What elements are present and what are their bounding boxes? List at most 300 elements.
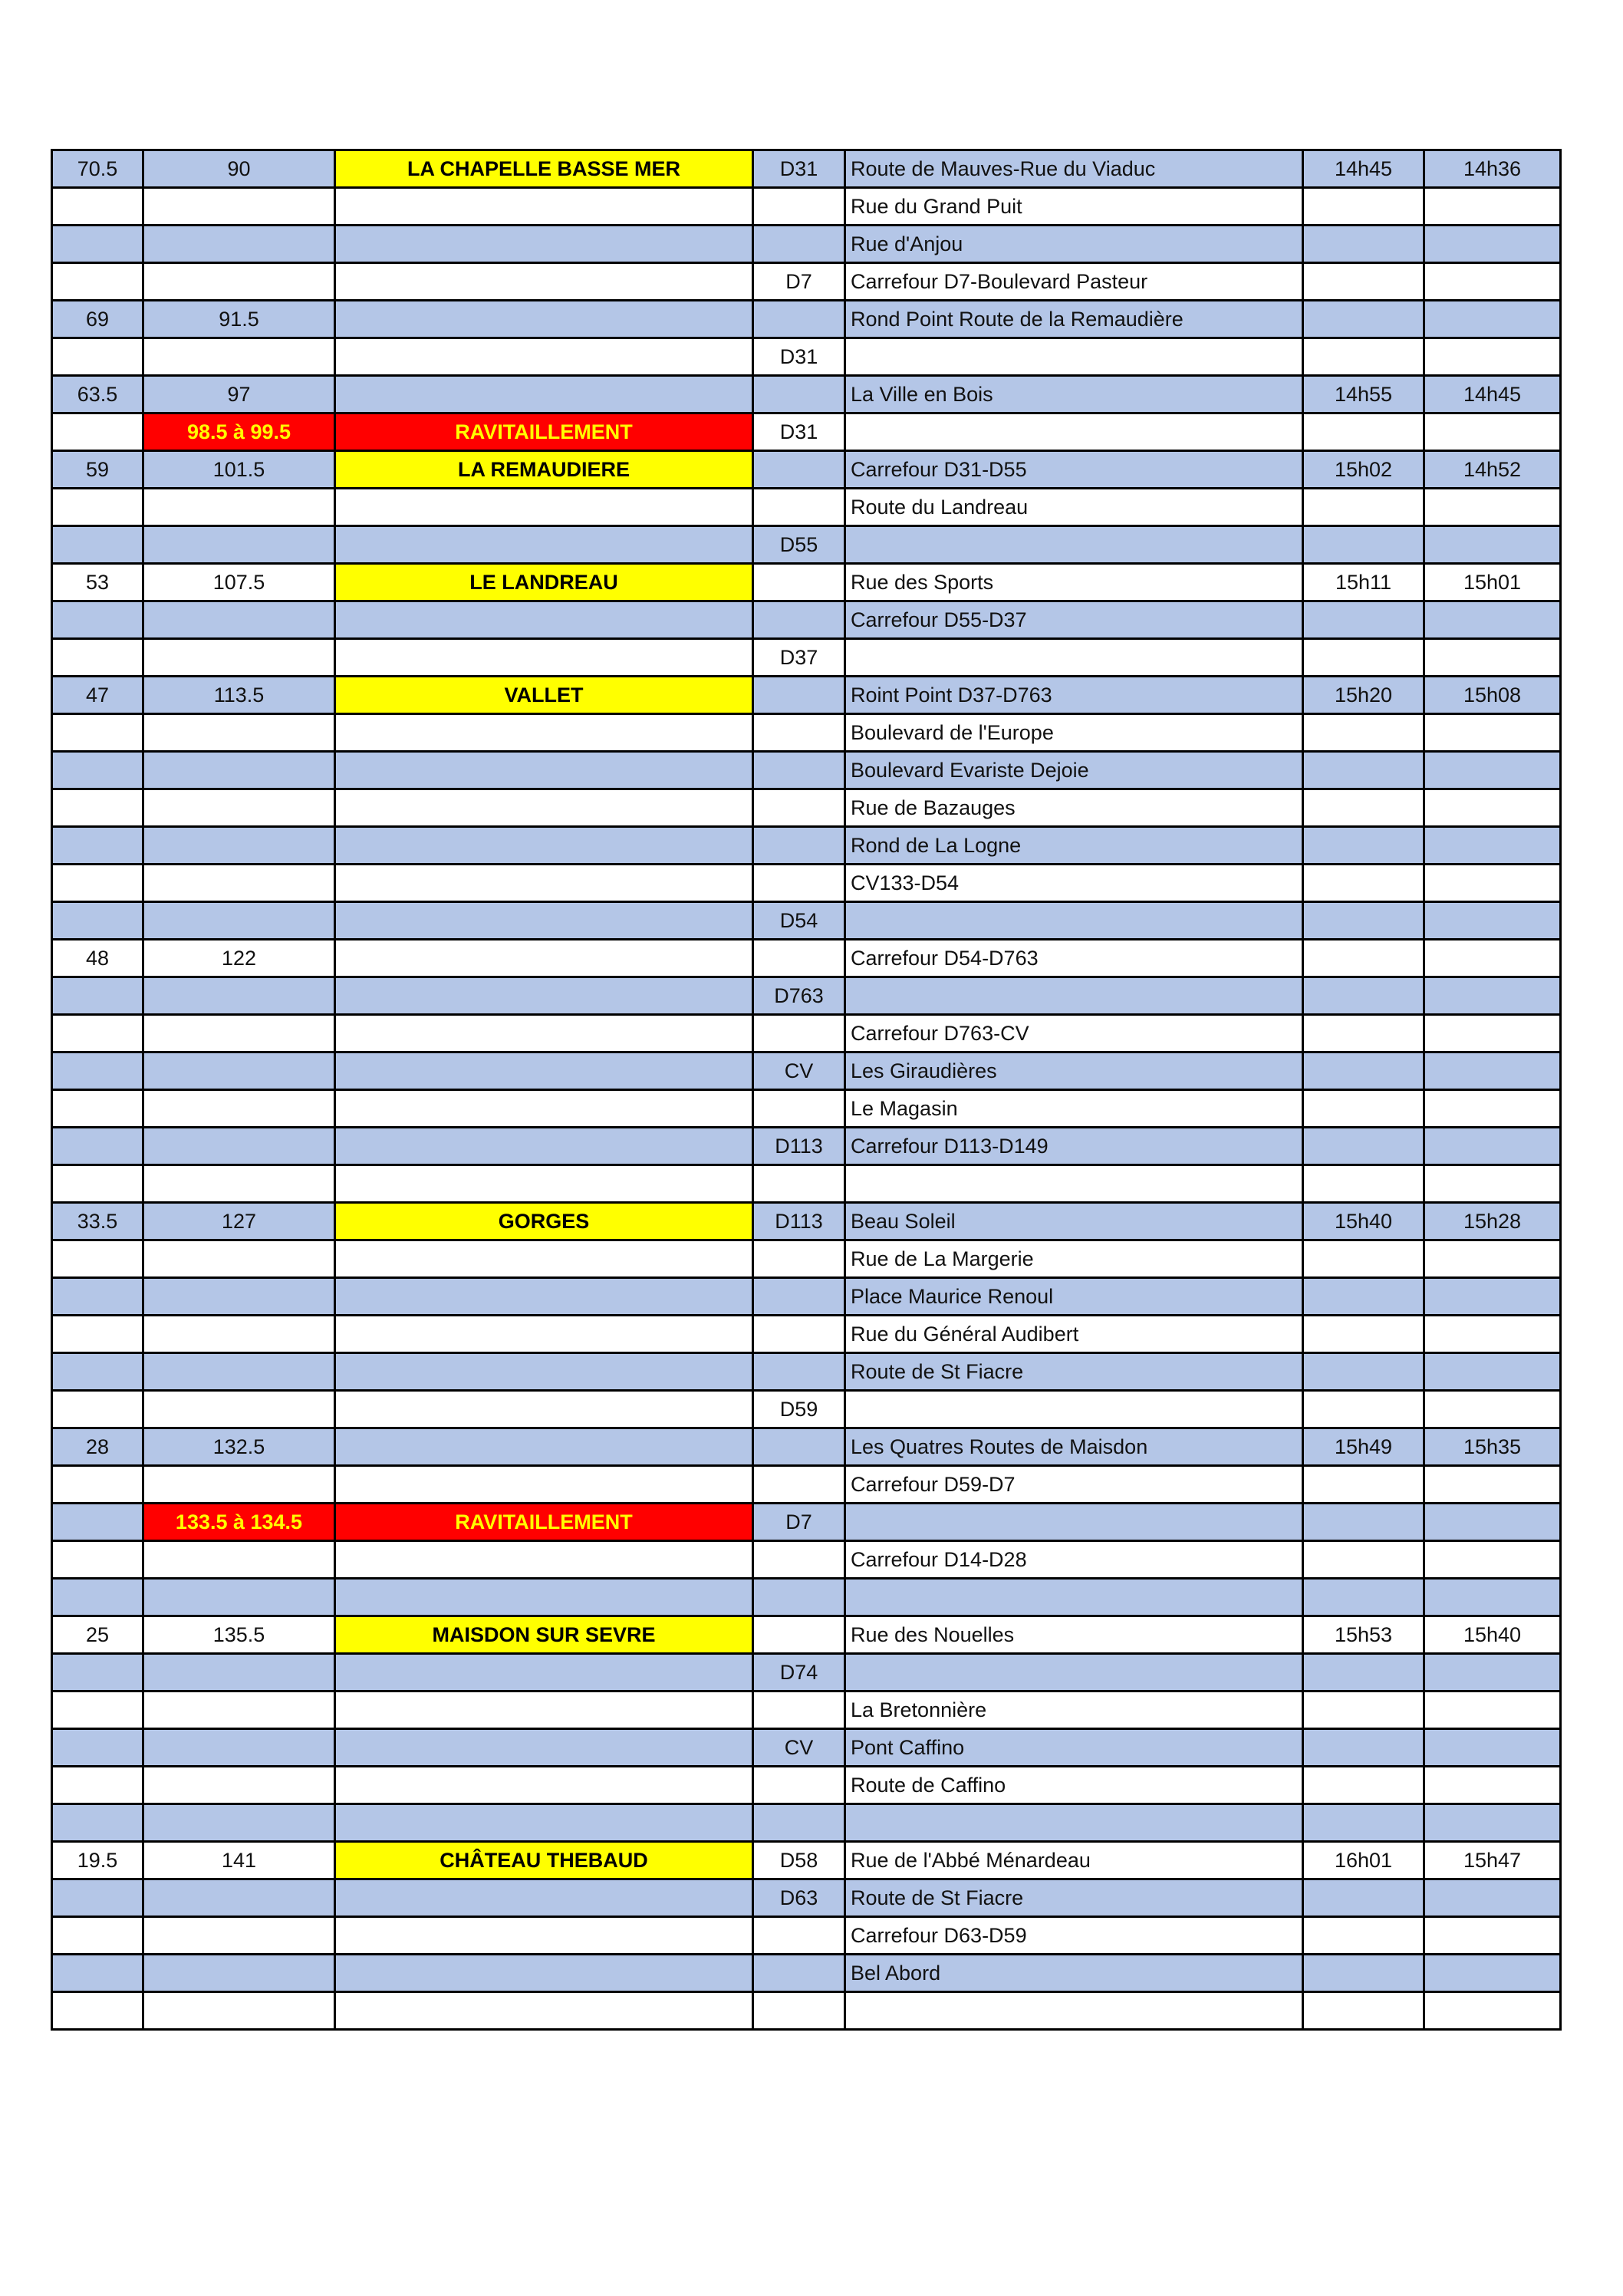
km-remaining-cell: 59 — [52, 451, 143, 489]
table-row — [52, 1616, 1561, 1654]
km-done-cell — [143, 1278, 335, 1316]
table-row — [52, 1428, 1561, 1466]
place-cell: LA REMAUDIERE — [335, 451, 753, 489]
table-row — [52, 977, 1561, 1015]
street-cell: Rue de La Margerie — [845, 1240, 1303, 1278]
road-cell — [753, 1278, 845, 1316]
place-cell: VALLET — [335, 677, 753, 714]
time-slow-cell — [1424, 865, 1561, 902]
street-cell — [845, 1992, 1303, 2030]
place-cell: LA CHAPELLE BASSE MER — [335, 150, 753, 188]
time-slow-cell — [1424, 1541, 1561, 1579]
place-cell — [335, 188, 753, 226]
km-done-cell: 98.5 à 99.5 — [143, 413, 335, 451]
place-cell — [335, 1692, 753, 1729]
time-slow-cell — [1424, 827, 1561, 865]
km-done-cell — [143, 1804, 335, 1842]
place-cell: LE LANDREAU — [335, 564, 753, 601]
km-remaining-cell: 25 — [52, 1616, 143, 1654]
table-row — [52, 902, 1561, 940]
time-slow-cell — [1424, 1654, 1561, 1692]
km-done-cell: 113.5 — [143, 677, 335, 714]
km-remaining-cell — [52, 1654, 143, 1692]
place-cell — [335, 1729, 753, 1767]
road-cell: CV — [753, 1052, 845, 1090]
table-row — [52, 827, 1561, 865]
time-slow-cell — [1424, 301, 1561, 338]
time-slow-cell: 15h47 — [1424, 1842, 1561, 1879]
time-slow-cell — [1424, 1278, 1561, 1316]
time-fast-cell — [1303, 1466, 1424, 1504]
km-remaining-cell — [52, 865, 143, 902]
table-row — [52, 1128, 1561, 1165]
km-done-cell — [143, 789, 335, 827]
km-done-cell — [143, 263, 335, 301]
table-row — [52, 601, 1561, 639]
street-cell: Carrefour D55-D37 — [845, 601, 1303, 639]
place-cell — [335, 1654, 753, 1692]
road-cell — [753, 1240, 845, 1278]
street-cell: Route du Landreau — [845, 489, 1303, 526]
time-slow-cell — [1424, 1917, 1561, 1955]
street-cell: Carrefour D113-D149 — [845, 1128, 1303, 1165]
street-cell: Rond Point Route de la Remaudière — [845, 301, 1303, 338]
km-done-cell: 97 — [143, 376, 335, 413]
table-row — [52, 1391, 1561, 1428]
place-cell — [335, 1955, 753, 1992]
street-cell: Boulevard Evariste Dejoie — [845, 752, 1303, 789]
time-slow-cell — [1424, 1955, 1561, 1992]
time-fast-cell — [1303, 1165, 1424, 1203]
place-cell — [335, 226, 753, 263]
km-done-cell — [143, 1767, 335, 1804]
km-remaining-cell — [52, 226, 143, 263]
place-cell — [335, 1466, 753, 1504]
time-fast-cell — [1303, 338, 1424, 376]
time-fast-cell: 14h55 — [1303, 376, 1424, 413]
time-fast-cell — [1303, 1654, 1424, 1692]
time-slow-cell — [1424, 413, 1561, 451]
time-fast-cell — [1303, 1353, 1424, 1391]
place-cell — [335, 1428, 753, 1466]
place-cell: CHÂTEAU THEBAUD — [335, 1842, 753, 1879]
table-row — [52, 1015, 1561, 1052]
time-fast-cell — [1303, 489, 1424, 526]
street-cell: Carrefour D31-D55 — [845, 451, 1303, 489]
street-cell — [845, 338, 1303, 376]
table-row — [52, 1579, 1561, 1616]
place-cell: RAVITAILLEMENT — [335, 1504, 753, 1541]
km-done-cell: 132.5 — [143, 1428, 335, 1466]
km-remaining-cell — [52, 1955, 143, 1992]
place-cell — [335, 1240, 753, 1278]
km-remaining-cell: 70.5 — [52, 150, 143, 188]
km-remaining-cell — [52, 1541, 143, 1579]
road-cell: D763 — [753, 977, 845, 1015]
km-done-cell: 135.5 — [143, 1616, 335, 1654]
km-done-cell — [143, 601, 335, 639]
table-row — [52, 1955, 1561, 1992]
time-slow-cell — [1424, 1692, 1561, 1729]
road-cell — [753, 827, 845, 865]
street-cell: Boulevard de l'Europe — [845, 714, 1303, 752]
km-remaining-cell — [52, 1316, 143, 1353]
road-cell — [753, 1428, 845, 1466]
table-row — [52, 1692, 1561, 1729]
road-cell: D74 — [753, 1654, 845, 1692]
time-fast-cell — [1303, 902, 1424, 940]
time-slow-cell — [1424, 1240, 1561, 1278]
road-cell — [753, 188, 845, 226]
km-done-cell: 133.5 à 134.5 — [143, 1504, 335, 1541]
time-slow-cell: 15h08 — [1424, 677, 1561, 714]
km-done-cell — [143, 1466, 335, 1504]
km-remaining-cell — [52, 1015, 143, 1052]
place-cell — [335, 977, 753, 1015]
km-remaining-cell: 28 — [52, 1428, 143, 1466]
road-cell: D31 — [753, 150, 845, 188]
table-row — [52, 752, 1561, 789]
road-cell — [753, 1767, 845, 1804]
km-remaining-cell — [52, 1391, 143, 1428]
time-fast-cell: 15h53 — [1303, 1616, 1424, 1654]
time-fast-cell — [1303, 263, 1424, 301]
km-done-cell — [143, 1015, 335, 1052]
km-remaining-cell — [52, 1052, 143, 1090]
time-slow-cell: 15h35 — [1424, 1428, 1561, 1466]
place-cell — [335, 1052, 753, 1090]
km-done-cell — [143, 977, 335, 1015]
km-remaining-cell — [52, 1353, 143, 1391]
place-cell — [335, 902, 753, 940]
km-remaining-cell — [52, 1879, 143, 1917]
street-cell: La Ville en Bois — [845, 376, 1303, 413]
table-row — [52, 1917, 1561, 1955]
place-cell — [335, 1278, 753, 1316]
place-cell — [335, 376, 753, 413]
street-cell — [845, 902, 1303, 940]
street-cell: Carrefour D54-D763 — [845, 940, 1303, 977]
km-remaining-cell: 47 — [52, 677, 143, 714]
street-cell: Pont Caffino — [845, 1729, 1303, 1767]
table-row — [52, 1316, 1561, 1353]
table-row — [52, 413, 1561, 451]
km-done-cell — [143, 1729, 335, 1767]
time-fast-cell — [1303, 1015, 1424, 1052]
time-fast-cell — [1303, 1992, 1424, 2030]
street-cell: Rue des Sports — [845, 564, 1303, 601]
time-fast-cell — [1303, 301, 1424, 338]
road-cell — [753, 1616, 845, 1654]
road-cell — [753, 601, 845, 639]
time-fast-cell — [1303, 977, 1424, 1015]
time-fast-cell — [1303, 1729, 1424, 1767]
table-row — [52, 865, 1561, 902]
time-slow-cell: 14h52 — [1424, 451, 1561, 489]
road-cell: D31 — [753, 413, 845, 451]
street-cell: Rue de l'Abbé Ménardeau — [845, 1842, 1303, 1879]
time-slow-cell — [1424, 489, 1561, 526]
km-remaining-cell: 33.5 — [52, 1203, 143, 1240]
place-cell — [335, 1165, 753, 1203]
table-row — [52, 1353, 1561, 1391]
time-slow-cell — [1424, 1879, 1561, 1917]
time-fast-cell: 15h11 — [1303, 564, 1424, 601]
km-done-cell — [143, 1240, 335, 1278]
street-cell — [845, 1391, 1303, 1428]
km-remaining-cell — [52, 1804, 143, 1842]
km-done-cell — [143, 1692, 335, 1729]
table-row — [52, 1729, 1561, 1767]
street-cell: Route de Caffino — [845, 1767, 1303, 1804]
km-remaining-cell — [52, 639, 143, 677]
km-remaining-cell — [52, 413, 143, 451]
km-done-cell — [143, 226, 335, 263]
road-cell — [753, 1353, 845, 1391]
table-row — [52, 1504, 1561, 1541]
time-slow-cell — [1424, 639, 1561, 677]
km-remaining-cell — [52, 1504, 143, 1541]
time-slow-cell — [1424, 188, 1561, 226]
table-row — [52, 338, 1561, 376]
km-remaining-cell — [52, 1692, 143, 1729]
road-cell: D63 — [753, 1879, 845, 1917]
road-cell — [753, 865, 845, 902]
time-slow-cell — [1424, 1316, 1561, 1353]
time-fast-cell — [1303, 1541, 1424, 1579]
place-cell — [335, 940, 753, 977]
road-cell — [753, 789, 845, 827]
time-fast-cell — [1303, 601, 1424, 639]
street-cell: Rue du Général Audibert — [845, 1316, 1303, 1353]
km-remaining-cell: 19.5 — [52, 1842, 143, 1879]
km-remaining-cell — [52, 1466, 143, 1504]
road-cell — [753, 1165, 845, 1203]
time-slow-cell — [1424, 1729, 1561, 1767]
road-cell — [753, 376, 845, 413]
table-body — [52, 150, 1561, 2030]
time-fast-cell — [1303, 1917, 1424, 1955]
road-cell: D59 — [753, 1391, 845, 1428]
km-remaining-cell — [52, 1128, 143, 1165]
time-fast-cell — [1303, 827, 1424, 865]
km-remaining-cell — [52, 1090, 143, 1128]
time-slow-cell — [1424, 977, 1561, 1015]
table-row — [52, 1804, 1561, 1842]
table-row — [52, 1240, 1561, 1278]
table-row — [52, 376, 1561, 413]
road-cell — [753, 1804, 845, 1842]
road-cell — [753, 1955, 845, 1992]
km-remaining-cell — [52, 1917, 143, 1955]
km-done-cell — [143, 489, 335, 526]
street-cell — [845, 639, 1303, 677]
time-slow-cell — [1424, 714, 1561, 752]
table-row — [52, 1052, 1561, 1090]
km-remaining-cell: 48 — [52, 940, 143, 977]
km-done-cell — [143, 1917, 335, 1955]
time-fast-cell — [1303, 1504, 1424, 1541]
time-fast-cell — [1303, 1090, 1424, 1128]
place-cell — [335, 865, 753, 902]
time-fast-cell: 16h01 — [1303, 1842, 1424, 1879]
time-slow-cell — [1424, 1992, 1561, 2030]
place-cell — [335, 1579, 753, 1616]
time-slow-cell — [1424, 601, 1561, 639]
km-done-cell — [143, 338, 335, 376]
time-slow-cell — [1424, 1391, 1561, 1428]
road-cell: D113 — [753, 1128, 845, 1165]
time-fast-cell — [1303, 226, 1424, 263]
km-done-cell — [143, 1879, 335, 1917]
time-fast-cell — [1303, 714, 1424, 752]
time-slow-cell: 14h45 — [1424, 376, 1561, 413]
street-cell: Roint Point D37-D763 — [845, 677, 1303, 714]
km-done-cell — [143, 188, 335, 226]
time-fast-cell — [1303, 1955, 1424, 1992]
km-remaining-cell — [52, 714, 143, 752]
street-cell — [845, 413, 1303, 451]
table-row — [52, 1278, 1561, 1316]
place-cell — [335, 1316, 753, 1353]
time-fast-cell — [1303, 526, 1424, 564]
time-slow-cell — [1424, 1128, 1561, 1165]
km-remaining-cell — [52, 263, 143, 301]
road-cell: D58 — [753, 1842, 845, 1879]
road-cell — [753, 1466, 845, 1504]
table-row — [52, 451, 1561, 489]
road-cell — [753, 940, 845, 977]
place-cell — [335, 1353, 753, 1391]
km-remaining-cell — [52, 827, 143, 865]
table-row — [52, 526, 1561, 564]
km-done-cell — [143, 639, 335, 677]
street-cell: Bel Abord — [845, 1955, 1303, 1992]
place-cell — [335, 1917, 753, 1955]
street-cell: CV133-D54 — [845, 865, 1303, 902]
place-cell — [335, 301, 753, 338]
time-fast-cell — [1303, 1767, 1424, 1804]
km-done-cell: 90 — [143, 150, 335, 188]
table-row — [52, 1842, 1561, 1879]
table-row — [52, 1654, 1561, 1692]
time-slow-cell — [1424, 263, 1561, 301]
km-done-cell — [143, 1090, 335, 1128]
time-slow-cell — [1424, 1090, 1561, 1128]
place-cell: GORGES — [335, 1203, 753, 1240]
place-cell — [335, 1015, 753, 1052]
km-done-cell — [143, 1052, 335, 1090]
time-fast-cell — [1303, 1804, 1424, 1842]
time-slow-cell — [1424, 1579, 1561, 1616]
km-remaining-cell — [52, 1240, 143, 1278]
place-cell — [335, 639, 753, 677]
place-cell — [335, 1541, 753, 1579]
place-cell — [335, 338, 753, 376]
time-fast-cell — [1303, 1128, 1424, 1165]
street-cell — [845, 1579, 1303, 1616]
time-slow-cell: 15h40 — [1424, 1616, 1561, 1654]
street-cell: Les Giraudières — [845, 1052, 1303, 1090]
road-cell — [753, 1692, 845, 1729]
time-fast-cell: 15h40 — [1303, 1203, 1424, 1240]
time-slow-cell — [1424, 1767, 1561, 1804]
road-cell — [753, 1090, 845, 1128]
time-slow-cell: 15h28 — [1424, 1203, 1561, 1240]
road-cell — [753, 301, 845, 338]
km-remaining-cell — [52, 1165, 143, 1203]
time-slow-cell: 15h01 — [1424, 564, 1561, 601]
km-remaining-cell — [52, 789, 143, 827]
table-row — [52, 226, 1561, 263]
road-cell: D31 — [753, 338, 845, 376]
street-cell: Beau Soleil — [845, 1203, 1303, 1240]
place-cell — [335, 789, 753, 827]
road-cell: D113 — [753, 1203, 845, 1240]
table-row — [52, 789, 1561, 827]
road-cell — [753, 489, 845, 526]
road-cell: D37 — [753, 639, 845, 677]
road-cell: D55 — [753, 526, 845, 564]
place-cell — [335, 1992, 753, 2030]
road-cell — [753, 714, 845, 752]
place-cell: RAVITAILLEMENT — [335, 413, 753, 451]
km-done-cell — [143, 902, 335, 940]
table-row — [52, 1541, 1561, 1579]
street-cell: Rue d'Anjou — [845, 226, 1303, 263]
table-row — [52, 301, 1561, 338]
table-row — [52, 263, 1561, 301]
street-cell: Carrefour D63-D59 — [845, 1917, 1303, 1955]
table-row — [52, 1090, 1561, 1128]
km-done-cell — [143, 1165, 335, 1203]
time-fast-cell — [1303, 865, 1424, 902]
place-cell — [335, 263, 753, 301]
place-cell — [335, 752, 753, 789]
time-slow-cell — [1424, 1165, 1561, 1203]
km-remaining-cell — [52, 188, 143, 226]
time-fast-cell — [1303, 940, 1424, 977]
table-row — [52, 489, 1561, 526]
route-schedule-table — [51, 149, 1562, 2031]
table-row — [52, 1992, 1561, 2030]
time-slow-cell — [1424, 1015, 1561, 1052]
place-cell — [335, 1128, 753, 1165]
street-cell: Place Maurice Renoul — [845, 1278, 1303, 1316]
km-done-cell — [143, 752, 335, 789]
km-done-cell: 107.5 — [143, 564, 335, 601]
time-fast-cell: 14h45 — [1303, 150, 1424, 188]
time-fast-cell — [1303, 413, 1424, 451]
road-cell: D7 — [753, 1504, 845, 1541]
time-fast-cell — [1303, 1316, 1424, 1353]
km-done-cell — [143, 1128, 335, 1165]
table-row — [52, 1879, 1561, 1917]
km-remaining-cell — [52, 338, 143, 376]
table-row — [52, 677, 1561, 714]
road-cell — [753, 564, 845, 601]
table-row — [52, 188, 1561, 226]
time-slow-cell — [1424, 338, 1561, 376]
time-slow-cell — [1424, 1804, 1561, 1842]
km-done-cell — [143, 865, 335, 902]
street-cell — [845, 1504, 1303, 1541]
street-cell — [845, 526, 1303, 564]
table-row — [52, 150, 1561, 188]
place-cell — [335, 1391, 753, 1428]
time-slow-cell — [1424, 1353, 1561, 1391]
km-remaining-cell — [52, 1767, 143, 1804]
